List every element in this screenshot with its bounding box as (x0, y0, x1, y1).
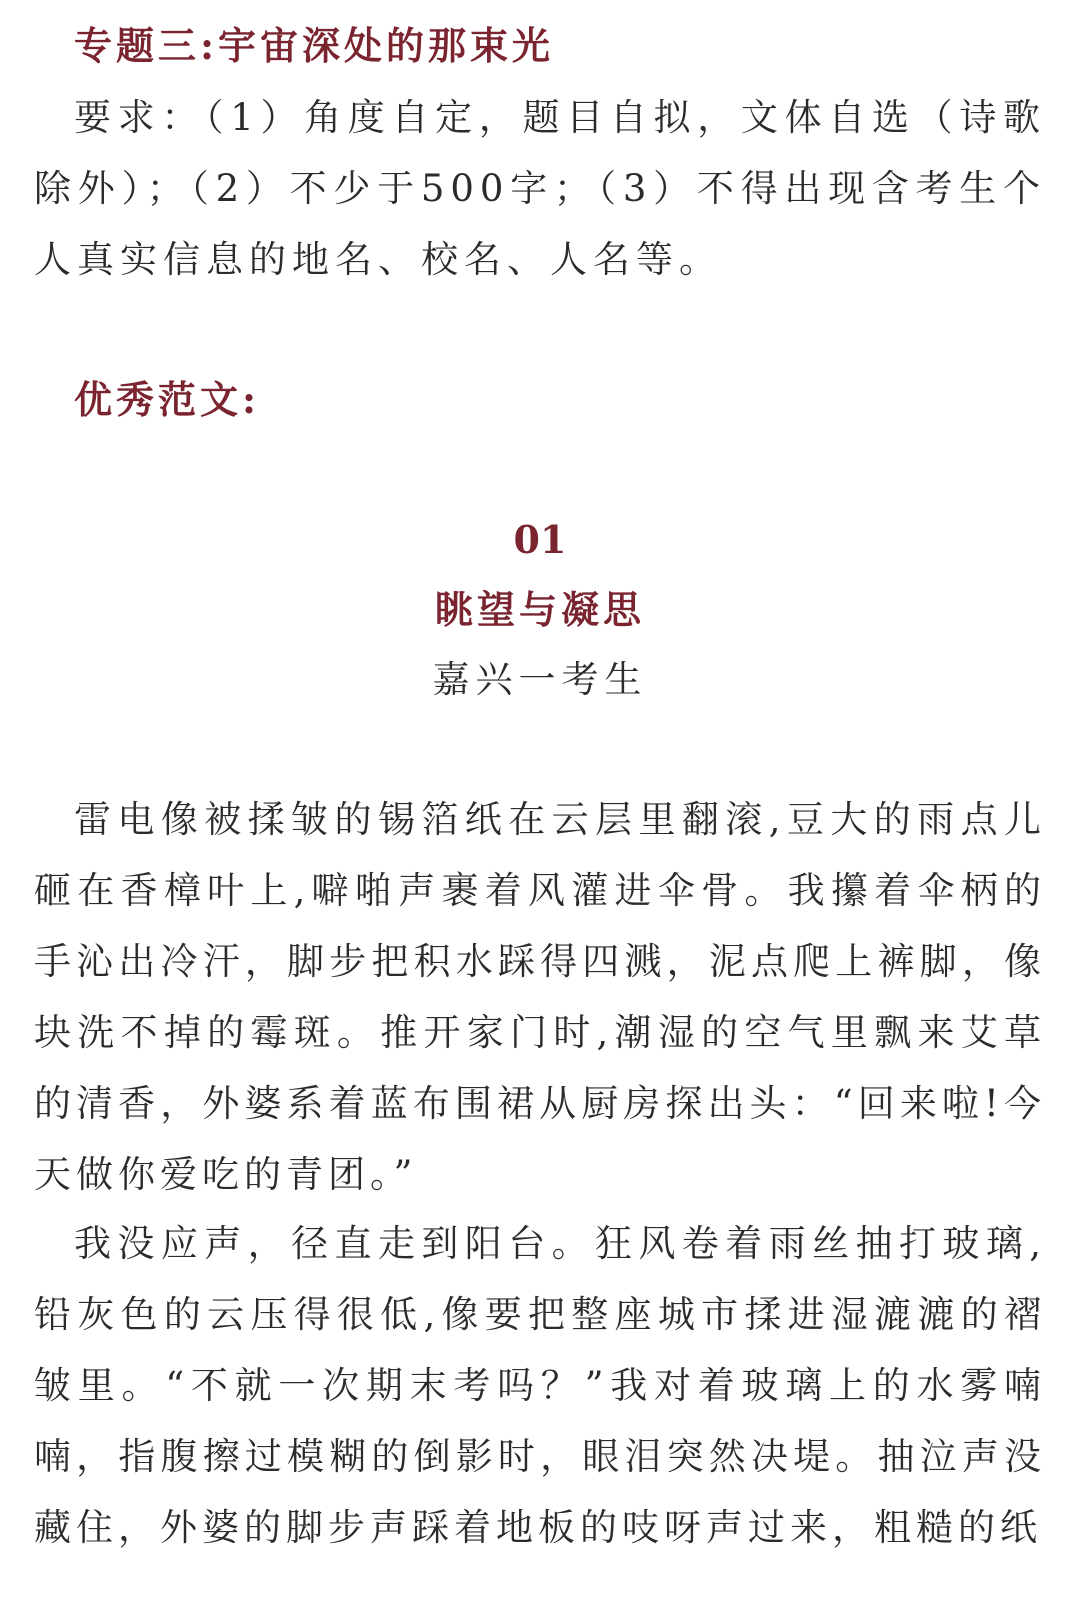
requirements-text: 要求：（1）角度自定，题目自拟，文体自选（诗歌除外）；（2）不少于500字；（3）不得出现含考生个人真实信息的地名、校名、人名等。 (34, 96, 1046, 281)
essay-title: 眺望与凝思 (434, 587, 645, 632)
essay-number: 01 (513, 517, 567, 562)
essay-paragraph: 雷电像被揉皱的锡箔纸在云层里翻滚,豆大的雨点儿砸在香樟叶上,噼啪声裹着风灌进伞骨。我攥着伞柄的手沁出冷汗，脚步把积水踩得四溅，泥点爬上裤脚，像块洗不掉的霉斑。推开家门时,潮湿的空气里飘来艾草的清香，外婆系着蓝布围裙从厨房探出头：“回来啦!今天做你爱吃的青团。” (34, 798, 1046, 1196)
excellent-essay-heading: 优秀范文: (74, 377, 261, 422)
essay-author: 嘉兴一考生 (432, 658, 648, 701)
topic-heading: 专题三:宇宙深处的那束光 (74, 23, 555, 68)
essay-paragraph: 我没应声，径直走到阳台。狂风卷着雨丝抽打玻璃,铅灰色的云压得很低,像要把整座城市揉进湿漉漉的褶皱里。“不就一次期末考吗？”我对着玻璃上的水雾喃喃，指腹擦过模糊的倒影时，眼泪突然决堤。抽泣声没藏住，外婆的脚步声踩着地板的吱呀声过来，粗糙的纸 (34, 1222, 1046, 1549)
